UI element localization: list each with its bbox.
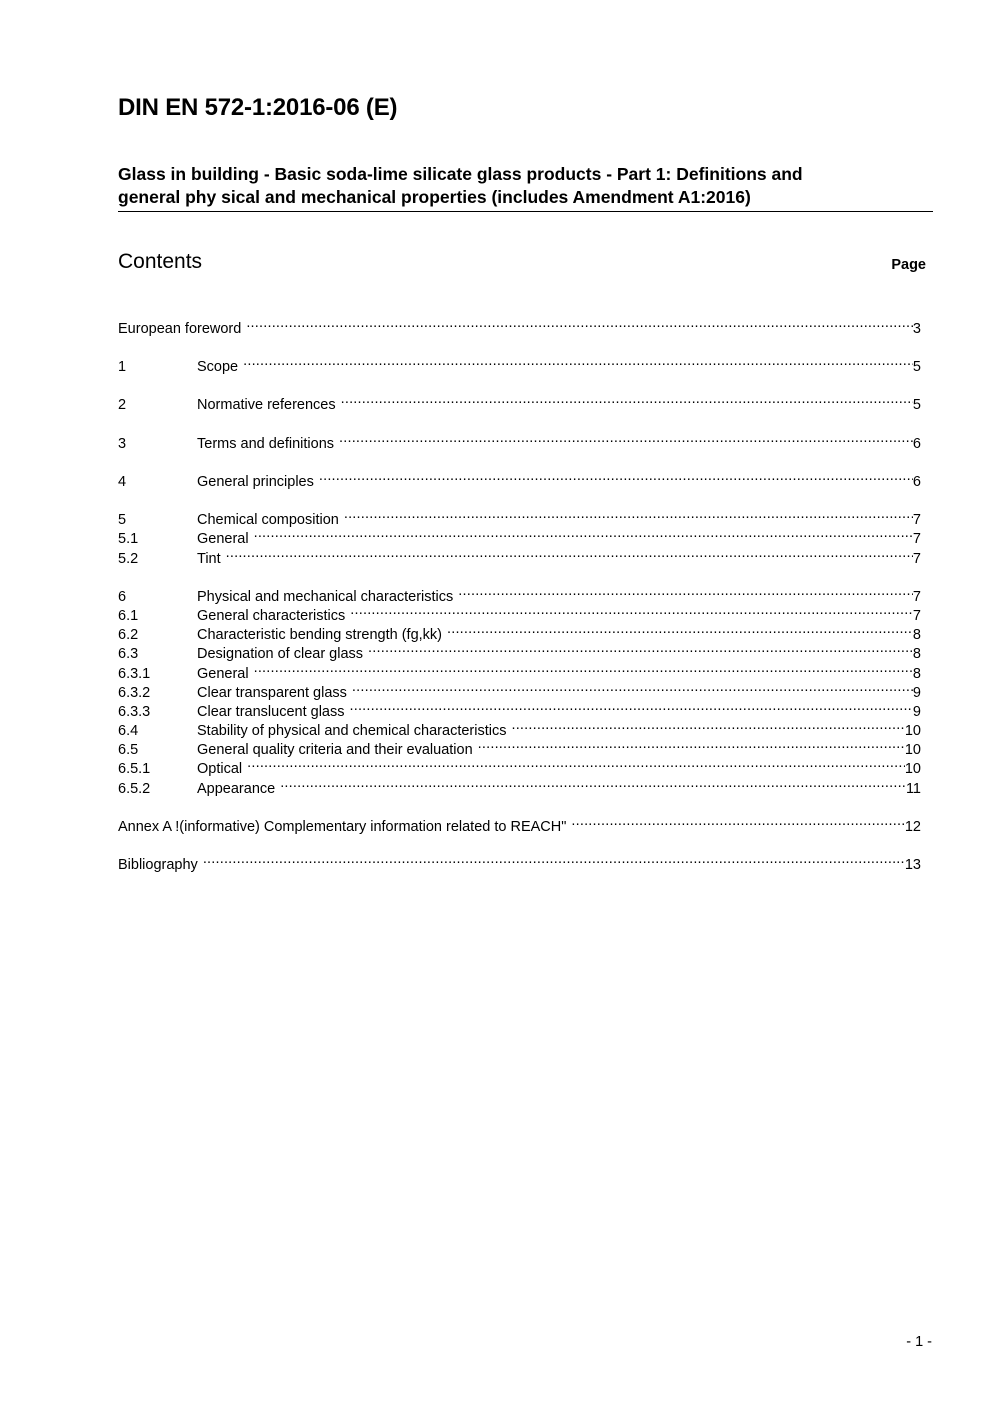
toc-entry[interactable] — [118, 602, 921, 624]
toc-entry-number: 2 — [118, 397, 127, 413]
toc-entry-title: Physical and mechanical characteristics — [197, 589, 454, 605]
toc-entry-number: 6.3 — [118, 646, 139, 662]
toc-entry[interactable] — [118, 851, 921, 873]
dot-leader — [447, 621, 913, 639]
toc-entry-page: 10 — [904, 723, 921, 739]
dot-leader — [571, 813, 904, 831]
toc-entry-title: Clear translucent glass — [197, 704, 345, 720]
toc-entry-number: 5.2 — [118, 551, 139, 567]
toc-entry[interactable] — [118, 506, 921, 528]
dot-leader — [280, 775, 906, 793]
toc-entry-page: 7 — [912, 551, 921, 567]
page-number: - 1 - — [906, 1334, 932, 1350]
toc-entry-number: 6.3.1 — [118, 666, 151, 682]
toc-entry[interactable] — [118, 775, 921, 797]
toc-entry-number: 6 — [118, 589, 127, 605]
toc-entry-page: 7 — [912, 589, 921, 605]
dot-leader — [368, 640, 913, 658]
toc-entry-number: 4 — [118, 474, 127, 490]
toc-entry-title: Clear transparent glass — [197, 685, 347, 701]
toc-entry-page: 5 — [912, 397, 921, 413]
toc-entry-title: European foreword — [118, 321, 242, 337]
toc-entry-title: Stability of physical and chemical characteristics — [197, 723, 507, 739]
toc-entry[interactable] — [118, 353, 921, 375]
dot-leader — [458, 583, 913, 601]
toc-entry-page: 8 — [912, 627, 921, 643]
toc-entry-page: 6 — [912, 436, 921, 452]
toc-entry-page: 6 — [912, 474, 921, 490]
dot-leader — [350, 602, 913, 620]
toc-entry-number: 1 — [118, 359, 127, 375]
toc-entry[interactable] — [118, 679, 921, 701]
toc-entry-page: 11 — [905, 781, 921, 797]
toc-entry-title: Bibliography — [118, 857, 198, 873]
toc-entry-page: 10 — [904, 742, 921, 758]
document-title — [118, 163, 933, 212]
toc-entry[interactable] — [118, 660, 921, 682]
toc-entry[interactable] — [118, 621, 921, 643]
contents-heading: Contents — [118, 250, 203, 273]
page-column-label: Page — [891, 257, 926, 273]
toc-entry-title: Normative references — [197, 397, 336, 413]
toc-entry-title: General quality criteria and their evaluation — [197, 742, 473, 758]
toc-entry[interactable] — [118, 698, 921, 720]
dot-leader — [350, 698, 913, 716]
toc-entry[interactable] — [118, 525, 921, 547]
toc-entry-page: 8 — [912, 646, 921, 662]
toc-entry-title: General — [197, 531, 249, 547]
dot-leader — [344, 506, 913, 524]
toc-entry-title: Appearance — [197, 781, 276, 797]
toc-entry-page: 7 — [912, 512, 921, 528]
toc-entry-title: Characteristic bending strength (fg,kk) — [197, 627, 442, 643]
dot-leader — [243, 353, 913, 371]
toc-entry-title: Optical — [197, 761, 243, 777]
toc-entry-page: 13 — [904, 857, 921, 873]
dot-leader — [352, 679, 913, 697]
dot-leader — [203, 851, 905, 869]
dot-leader — [478, 736, 905, 754]
toc-entry-number: 6.3.3 — [118, 704, 151, 720]
document-id: DIN EN 572-1:2016-06 (E) — [118, 94, 398, 121]
toc-entry-title: General — [197, 666, 249, 682]
dot-leader — [247, 755, 905, 773]
toc-entry-title: Tint — [197, 551, 221, 567]
toc-entry[interactable] — [118, 640, 921, 662]
toc-entry-number: 6.5.1 — [118, 761, 151, 777]
toc-entry-page: 9 — [912, 704, 921, 720]
toc-entry-number: 5.1 — [118, 531, 139, 547]
dot-leader — [226, 545, 913, 563]
dot-leader — [254, 525, 913, 543]
dot-leader — [339, 430, 913, 448]
document-title-line-1: Glass in building - Basic soda-lime silicate glass products - Part 1: Definitions and — [118, 164, 803, 184]
toc-entry-title: Scope — [197, 359, 239, 375]
toc-entry[interactable] — [118, 717, 921, 739]
toc-entry[interactable] — [118, 315, 921, 337]
toc-entry-title: Terms and definitions — [197, 436, 335, 452]
toc-entry-page: 7 — [912, 608, 921, 624]
toc-entry[interactable] — [118, 736, 921, 758]
toc-entry-page: 9 — [912, 685, 921, 701]
toc-entry[interactable] — [118, 391, 921, 413]
dot-leader — [319, 468, 913, 486]
toc-entry-number: 6.2 — [118, 627, 139, 643]
toc-entry-number: 6.1 — [118, 608, 139, 624]
toc-entry-page: 10 — [904, 761, 921, 777]
toc-entry-number: 6.5.2 — [118, 781, 151, 797]
toc-entry-title: Chemical composition — [197, 512, 339, 528]
toc-entry-page: 8 — [912, 666, 921, 682]
toc-entry-number: 5 — [118, 512, 127, 528]
toc-entry-number: 3 — [118, 436, 127, 452]
toc-entry-title: Annex A !(informative) Complementary information related to REACH" — [118, 819, 567, 835]
toc-entry[interactable] — [118, 813, 921, 835]
toc-entry-number: 6.4 — [118, 723, 139, 739]
toc-entry-title: General principles — [197, 474, 314, 490]
toc-entry[interactable] — [118, 468, 921, 490]
document-title-line-2: general phy sical and mechanical properties (includes Amendment A1:2016) — [118, 187, 751, 207]
dot-leader — [246, 315, 913, 333]
toc-entry-number: 6.3.2 — [118, 685, 151, 701]
dot-leader — [254, 660, 913, 678]
toc-entry[interactable] — [118, 583, 921, 605]
toc-entry-page: 12 — [904, 819, 921, 835]
toc-entry-title: General characteristics — [197, 608, 346, 624]
toc-entry-page: 5 — [912, 359, 921, 375]
toc-entry[interactable] — [118, 545, 921, 567]
toc-entry[interactable] — [118, 755, 921, 777]
dot-leader — [341, 391, 913, 409]
toc-entry-page: 3 — [912, 321, 921, 337]
toc-entry-title: Designation of clear glass — [197, 646, 364, 662]
toc-entry[interactable] — [118, 430, 921, 452]
toc-entry-number: 6.5 — [118, 742, 139, 758]
dot-leader — [511, 717, 904, 735]
toc-entry-page: 7 — [912, 531, 921, 547]
